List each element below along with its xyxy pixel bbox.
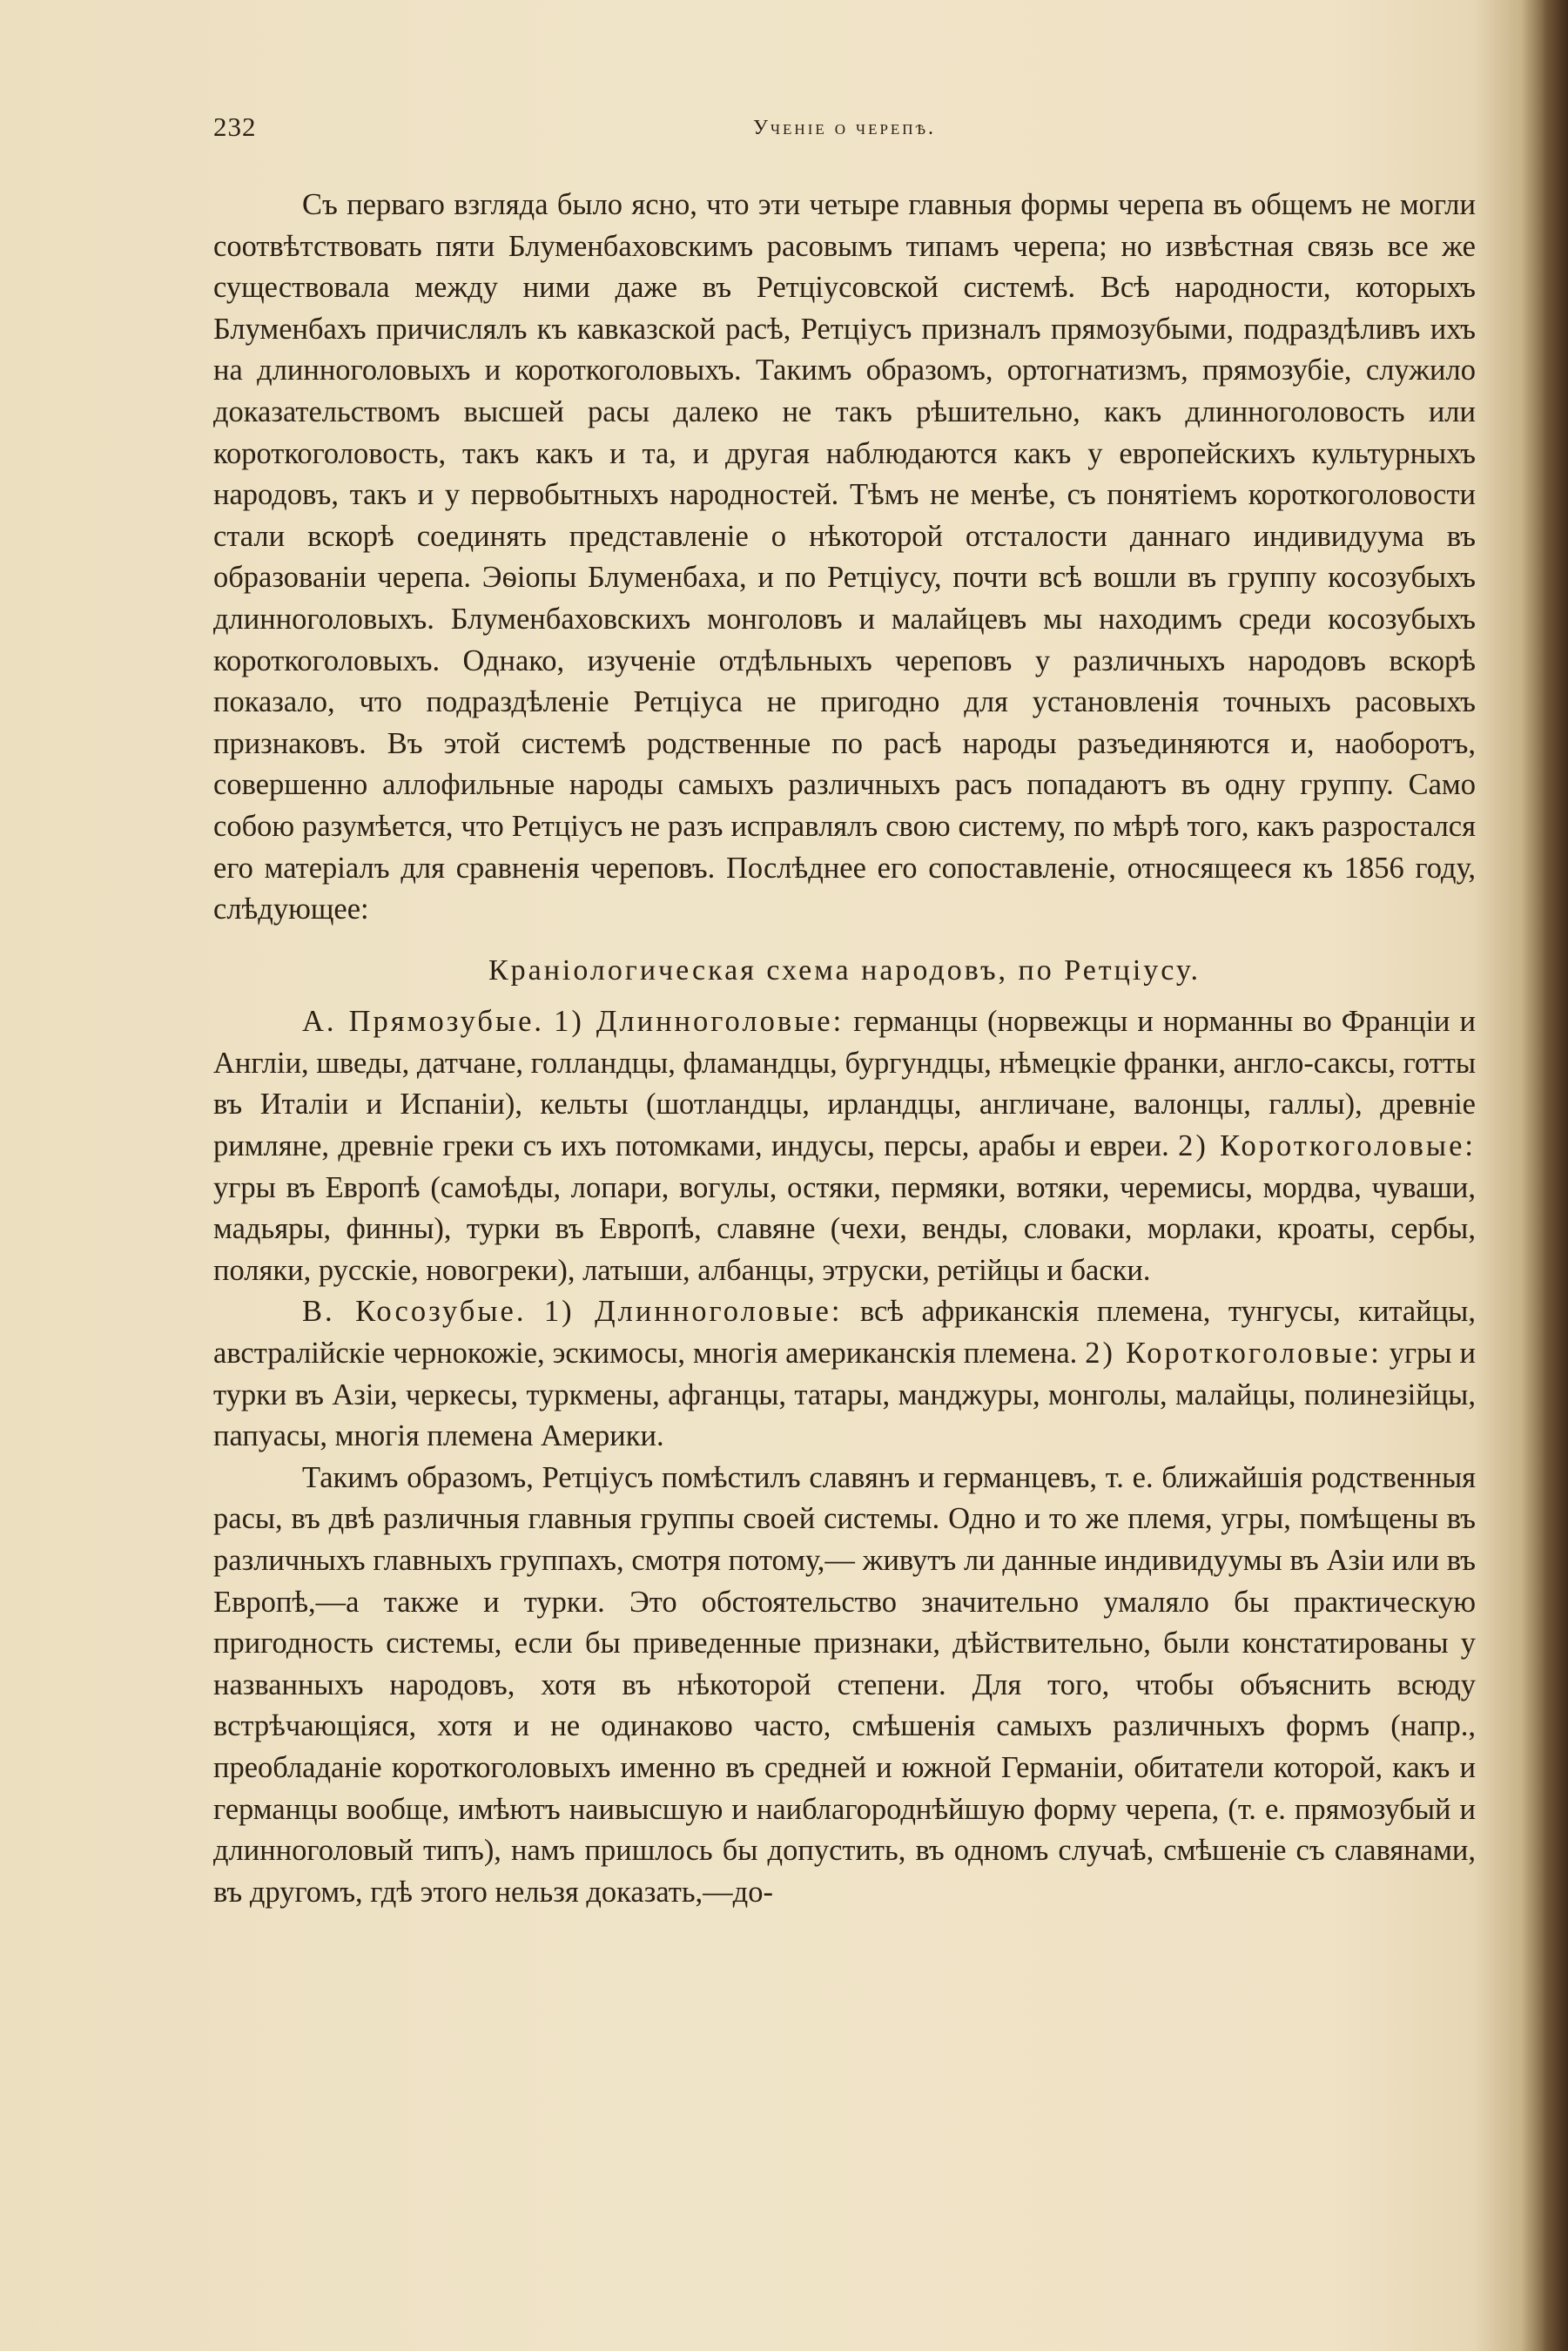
body-text bbox=[213, 185, 1476, 1913]
group-a-sub1-label: 1) Длинноголовые: bbox=[554, 1005, 845, 1039]
page-number: 232 bbox=[213, 111, 257, 142]
group-a-sub1-text: германцы (норвежцы и норманны во Франціи и Англіи, шведы, датчане, голландцы, фламандцы, бургундцы, нѣмецкіе франки, англо-саксы, готты въ Италіи и Испаніи), кельты (шотландцы, ирландцы, англичане, валонцы, галлы), древніе римляне, древніе греки съ ихъ потомками, индусы, персы, арабы и евреи. bbox=[213, 1005, 1477, 1163]
group-b-sub2-text: угры и турки въ Азіи, черкесы, туркмены, афганцы, татары, манджуры, монголы, малайцы, полинезійцы, папуасы, многія племена Америки. bbox=[213, 1337, 1477, 1453]
group-a-sub2-label: 2) Короткоголовые: bbox=[1178, 1129, 1477, 1163]
page-spine-shadow bbox=[1542, 0, 1568, 2351]
group-b-sub2-label: 2) Короткоголовые: bbox=[1085, 1337, 1382, 1371]
group-b-sub1-text: всѣ африканскія племена, тунгусы, китайцы, австралійскіе чернокожіе, эскимосы, многія американскія племена. bbox=[213, 1295, 1476, 1371]
paragraph: Съ перваго взгляда было ясно, что эти четыре главныя формы черепа въ общемъ не могли соотвѣтствовать пяти Блуменбаховскимъ расовымъ типамъ черепа; но извѣстная связь все же существовала между ними даже въ Ретціусовской системѣ. Всѣ народности, которыхъ Блуменбахъ причислялъ къ кавказской расѣ, Ретціусъ призналъ прямозубыми, подраздѣливъ ихъ на длинноголовыхъ и короткоголовыхъ. Такимъ образомъ, ортогнатизмъ, прямозубіе, служило доказательствомъ высшей расы далеко не такъ рѣшительно, какъ длинноголовость или короткоголовость, такъ какъ и та, и другая наблюдаются какъ у европейскихъ культурныхъ народовъ, такъ и у первобытныхъ народностей. Тѣмъ не менѣе, съ понятіемъ короткоголовости стали вскорѣ соединять представленіе о нѣкоторой отсталости даннаго индивидуума въ образованіи черепа. Эѳіопы Блуменбаха, и по Ретціусу, почти всѣ вошли въ группу косозубыхъ длинноголовыхъ. Блуменбаховскихъ монголовъ и малайцевъ мы находимъ среди косозубыхъ короткоголовыхъ. Однако, изученіе отдѣльныхъ череповъ у различныхъ народовъ вскорѣ показало, что подраздѣленіе Ретціуса не пригодно для установленія точныхъ расовыхъ признаковъ. Въ этой системѣ родственные по расѣ народы разъединяются и, наоборотъ, совершенно аллофильные народы самыхъ различныхъ расъ попадаютъ въ одну группу. Само собою разумѣется, что Ретціусъ не разъ исправлялъ свою систему, по мѣрѣ того, какъ разростался его матеріалъ для сравненія череповъ. Послѣднее его сопоставленіе, относящееся къ 1856 году, слѣдующее: bbox=[213, 188, 1476, 926]
group-b-paragraph bbox=[213, 1291, 1476, 1457]
page-header bbox=[213, 111, 1476, 155]
group-a-sub2-text: угры въ Европѣ (самоѣды, лопари, вогулы, остяки, пермяки, вотяки, черемисы, мордва, чуваши, мадьяры, финны), турки въ Европѣ, славяне (чехи, венды, словаки, морлаки, кроаты, сербы, поляки, русскіе, новогреки), латыши, албанцы, этруски, ретійцы и баски. bbox=[213, 1170, 1476, 1287]
group-b-sub1-label: 1) Длинноголовые: bbox=[543, 1295, 843, 1329]
closing-paragraph: Такимъ образомъ, Ретціусъ помѣстилъ славянъ и германцевъ, т. е. ближайшія родственныя расы, въ двѣ различныя главныя группы своей системы. Одно и то же племя, угры, помѣщены въ различныхъ главныхъ группахъ, смотря потому,— живутъ ли данные индивидуумы въ Азіи или въ Европѣ,—а также и турки. Это обстоятельство значительно умаляло бы практическую пригодность системы, если бы приведенные признаки, дѣйствительно, были констатированы у названныхъ народовъ, хотя въ нѣкоторой степени. Для того, чтобы объяснить всюду встрѣчающіяся, хотя и не одинаково часто, смѣшенія самыхъ различныхъ формъ (напр., преобладаніе короткоголовыхъ именно въ средней и южной Германіи, обитатели которой, какъ и германцы вообще, имѣютъ наивысшую и наиблагороднѣйшую форму черепа, (т. е. прямозубый и длинноголовый типъ), намъ пришлось бы допустить, въ одномъ случаѣ, смѣшеніе съ славянами, въ другомъ, гдѣ этого нельзя доказать,—до- bbox=[213, 1460, 1476, 1909]
group-a-marker: А. Прямозубые. bbox=[302, 1005, 545, 1039]
group-b-marker: В. Косозубые. bbox=[302, 1295, 527, 1329]
section-heading: Краніологическая схема народовъ, по Ретціусу. bbox=[488, 953, 1201, 987]
running-title: Ученіе о черепѣ. bbox=[753, 117, 936, 139]
group-a-paragraph bbox=[213, 1001, 1476, 1291]
